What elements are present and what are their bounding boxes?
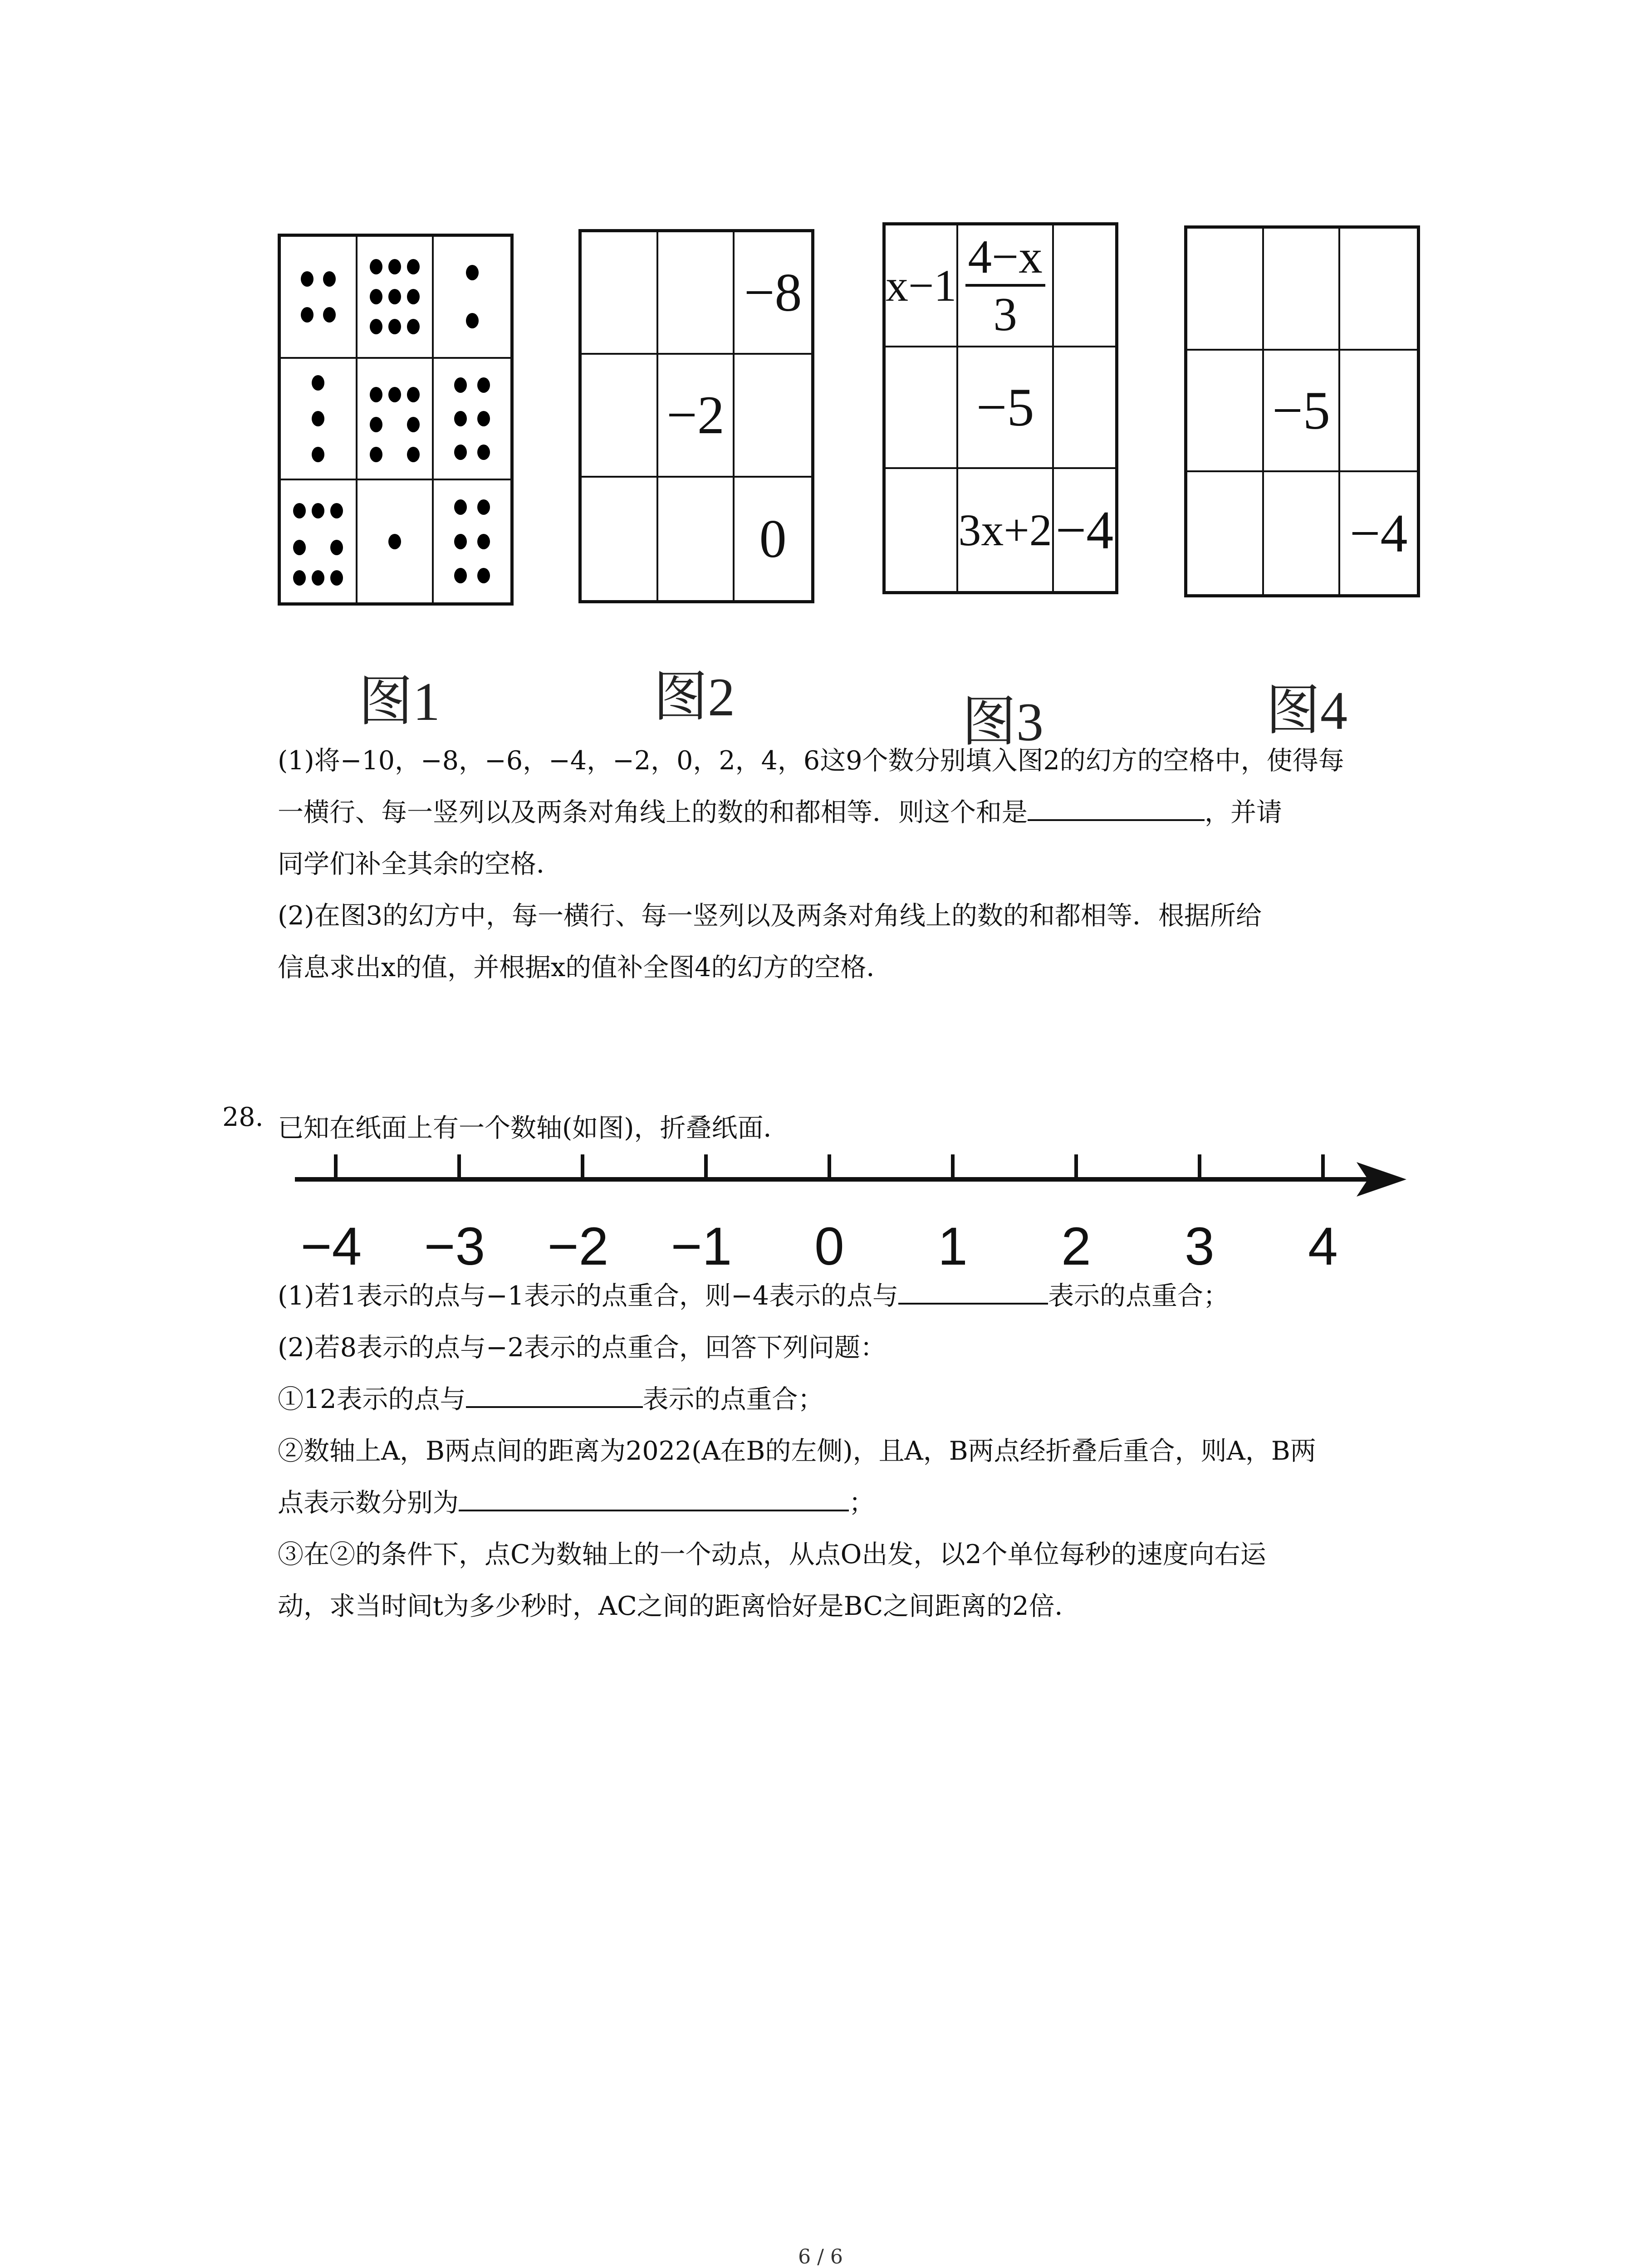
fig3-caption: 图3 <box>962 692 1043 752</box>
fraction-denominator: 3 <box>993 288 1017 341</box>
cell-value: 0 <box>759 508 787 569</box>
q28-p2-1b: 表示的点重合； <box>642 1384 824 1414</box>
axis-tick-label: −3 <box>424 1217 485 1276</box>
answer-blank-p2-2[interactable] <box>459 1482 849 1511</box>
fig1-caption: 图1 <box>358 671 440 732</box>
answer-blank-p1[interactable] <box>898 1276 1048 1305</box>
cell-value: −8 <box>744 262 802 323</box>
axis-tick-label: −2 <box>547 1217 609 1276</box>
q28-p2-3-line1: ③在②的条件下，点C为数轴上的一个动点，从点O出发，以2个单位每秒的速度向右运 <box>278 1540 1266 1569</box>
axis-tick-label: −4 <box>300 1217 362 1276</box>
axis-tick-label: 3 <box>1185 1217 1215 1276</box>
cell-value: −4 <box>1055 499 1114 560</box>
q28-p2-2-line2b: ； <box>849 1488 875 1518</box>
cell-value: −4 <box>1349 503 1408 563</box>
q28-text <box>278 1270 1439 1632</box>
q28-p1a: (1)若1表示的点与−1表示的点重合，则−4表示的点与 <box>278 1281 899 1311</box>
cell-value: 3x+2 <box>958 505 1052 556</box>
axis-tick-label: 1 <box>938 1217 968 1276</box>
q28-intro-text: 已知在纸面上有一个数轴(如图)，折叠纸面． <box>278 1113 789 1143</box>
cell-value: −5 <box>976 376 1034 437</box>
cell-value: −5 <box>1272 380 1330 440</box>
fig4-caption: 图4 <box>1266 680 1347 741</box>
q28-p2-2-line1: ②数轴上A，B两点间的距离为2022(A在B的左侧)，且A，B两点经折叠后重合，则A，B两 <box>278 1436 1316 1466</box>
q27-part2-line1: (2)在图3的幻方中，每一横行、每一竖列以及两条对角线上的数的和都相等．根据所给 <box>278 901 1262 931</box>
cell-value: −2 <box>666 385 725 445</box>
axis-tick-label: 0 <box>814 1217 844 1276</box>
q28-p2-1 <box>278 1374 1439 1425</box>
fraction-numerator: 4−x <box>965 233 1045 287</box>
q28-p2-2-line2a: 点表示数分别为 <box>278 1488 459 1518</box>
q28-p2: (2)若8表示的点与−2表示的点重合，回答下列问题： <box>278 1333 887 1363</box>
q28-p2-1a: ①12表示的点与 <box>278 1384 466 1414</box>
fig2-caption: 图2 <box>653 667 735 727</box>
q28-p2-3-line2: 动，求当时间t为多少秒时，AC之间的距离恰好是BC之间距离的2倍． <box>278 1591 1081 1621</box>
axis-tick-label: 2 <box>1061 1217 1091 1276</box>
page-number: 6 / 6 <box>798 2245 843 2268</box>
axis-tick-label: 4 <box>1308 1217 1338 1276</box>
axis-tick-label: −1 <box>671 1217 732 1276</box>
q28-p2-2-line2 <box>278 1477 1439 1529</box>
q28-number: 28. <box>222 1102 264 1132</box>
answer-blank-p2-1[interactable] <box>466 1379 643 1408</box>
q27-part2-line2: 信息求出x的值，并根据x的值补全图4的幻方的空格． <box>278 953 892 982</box>
q28-p1b: 表示的点重合； <box>1048 1281 1230 1311</box>
cell-value: x−1 <box>886 260 957 311</box>
q28-p1 <box>278 1270 1439 1322</box>
q27-part1-line2b: ，并请 <box>1205 797 1282 827</box>
q27-part1-line2a: 一横行、每一竖列以及两条对角线上的数的和都相等．则这个和是 <box>278 797 1028 827</box>
q27-part1-line3: 同学们补全其余的空格． <box>278 849 562 879</box>
q27-part1-line1: (1)将−10，−8，−6，−4，−2，0，2，4，6这9个数分别填入图2的幻方的空格中，使得每 <box>278 746 1344 776</box>
